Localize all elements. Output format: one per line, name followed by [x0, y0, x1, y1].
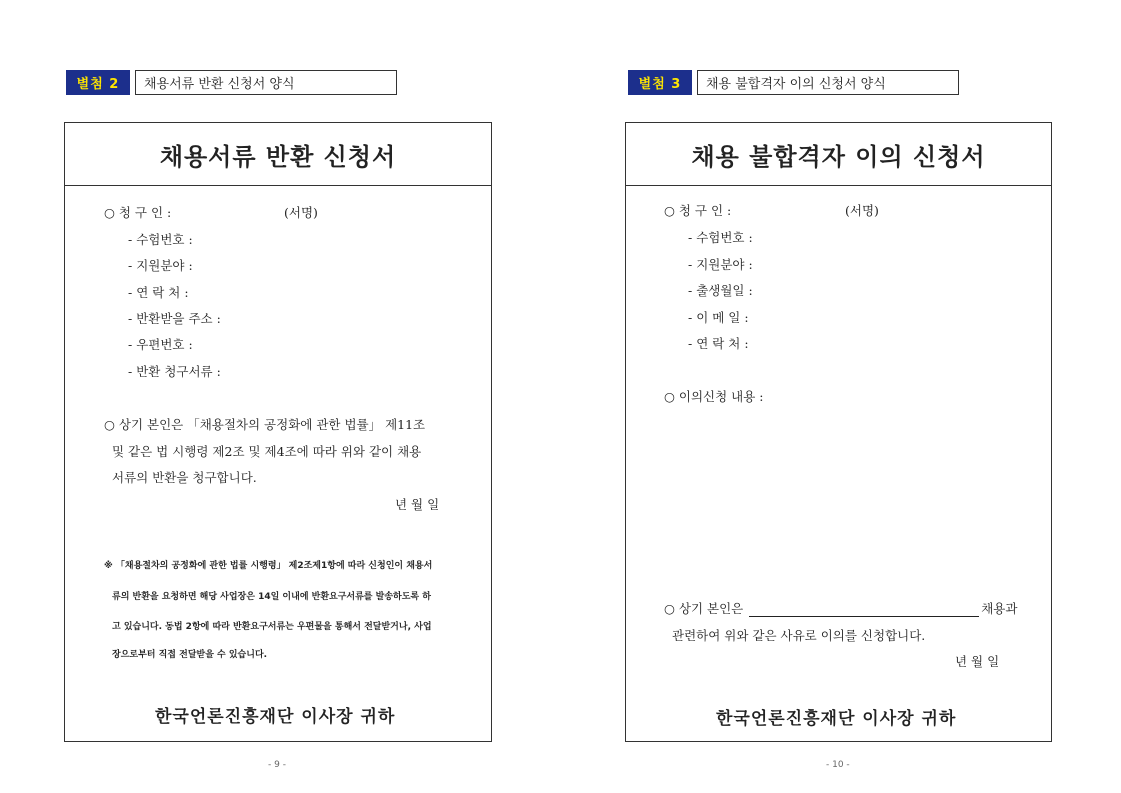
right-objection-label: ○ 이의신청 내용 : — [664, 389, 764, 404]
right-badge: 별첨 3 — [628, 70, 692, 95]
left-header-title: 채용서류 반환 신청서 양식 — [135, 70, 397, 95]
right-field: - 수험번호 : — [688, 230, 753, 245]
left-para-line: 및 같은 법 시행령 제2조 및 제4조에 따라 위와 같이 채용 — [112, 444, 422, 459]
right-para-suffix: 채용과 — [981, 601, 1018, 616]
left-note-line: 장으로부터 직접 전달받을 수 있습니다. — [112, 650, 268, 660]
recruitment-name-blank — [749, 604, 979, 617]
left-signature-label: (서명) — [284, 205, 318, 220]
right-field: - 지원분야 : — [688, 257, 753, 272]
right-para-line — [664, 599, 1017, 617]
right-form-title: 채용 불합격자 이의 신청서 — [626, 123, 1051, 186]
right-claimant-label: ○ 청 구 인 : — [664, 203, 732, 218]
right-page-number: - 10 - — [826, 760, 850, 770]
left-note-line: 류의 반환을 요청하면 해당 사업장은 14일 이내에 반환요구서류를 발송하도록 하 — [112, 592, 431, 602]
right-header — [628, 70, 959, 95]
right-date: 년 월 일 — [955, 654, 1000, 669]
right-para-prefix: ○ 상기 본인은 — [664, 601, 744, 616]
left-footer: 한국언론진흥재단 이사장 귀하 — [155, 707, 396, 727]
left-note-line: ※ 「채용절차의 공정화에 관한 법률 시행령」 제2조제1항에 따라 신청인이 채용서 — [104, 561, 433, 571]
right-field: - 이 메 일 : — [688, 310, 749, 325]
left-date: 년 월 일 — [395, 497, 440, 512]
left-para-line: ○ 상기 본인은 「채용절차의 공정화에 관한 법률」 제11조 — [104, 417, 426, 432]
left-note-line: 고 있습니다. 동법 2항에 따라 반환요구서류는 우편물을 통해서 전달받거나, 사업 — [112, 622, 432, 632]
left-page-number: - 9 - — [268, 760, 286, 770]
right-footer: 한국언론진흥재단 이사장 귀하 — [716, 709, 957, 729]
left-header — [66, 70, 397, 95]
right-header-title: 채용 불합격자 이의 신청서 양식 — [697, 70, 959, 95]
right-para-line: 관련하여 위와 같은 사유로 이의를 신청합니다. — [672, 628, 926, 643]
left-badge: 별첨 2 — [66, 70, 130, 95]
right-signature-label: (서명) — [845, 203, 879, 218]
left-field: - 우편번호 : — [128, 337, 193, 352]
left-form-title: 채용서류 반환 신청서 — [65, 123, 491, 186]
left-field: - 지원분야 : — [128, 258, 193, 273]
right-field: - 연 락 처 : — [688, 336, 749, 351]
left-para-line: 서류의 반환을 청구합니다. — [112, 470, 257, 485]
right-field: - 출생월일 : — [688, 283, 753, 298]
left-field: - 반환 청구서류 : — [128, 364, 221, 379]
left-claimant-label: ○ 청 구 인 : — [104, 205, 172, 220]
left-field: - 수험번호 : — [128, 232, 193, 247]
left-field: - 반환받을 주소 : — [128, 311, 221, 326]
left-field: - 연 락 처 : — [128, 285, 189, 300]
